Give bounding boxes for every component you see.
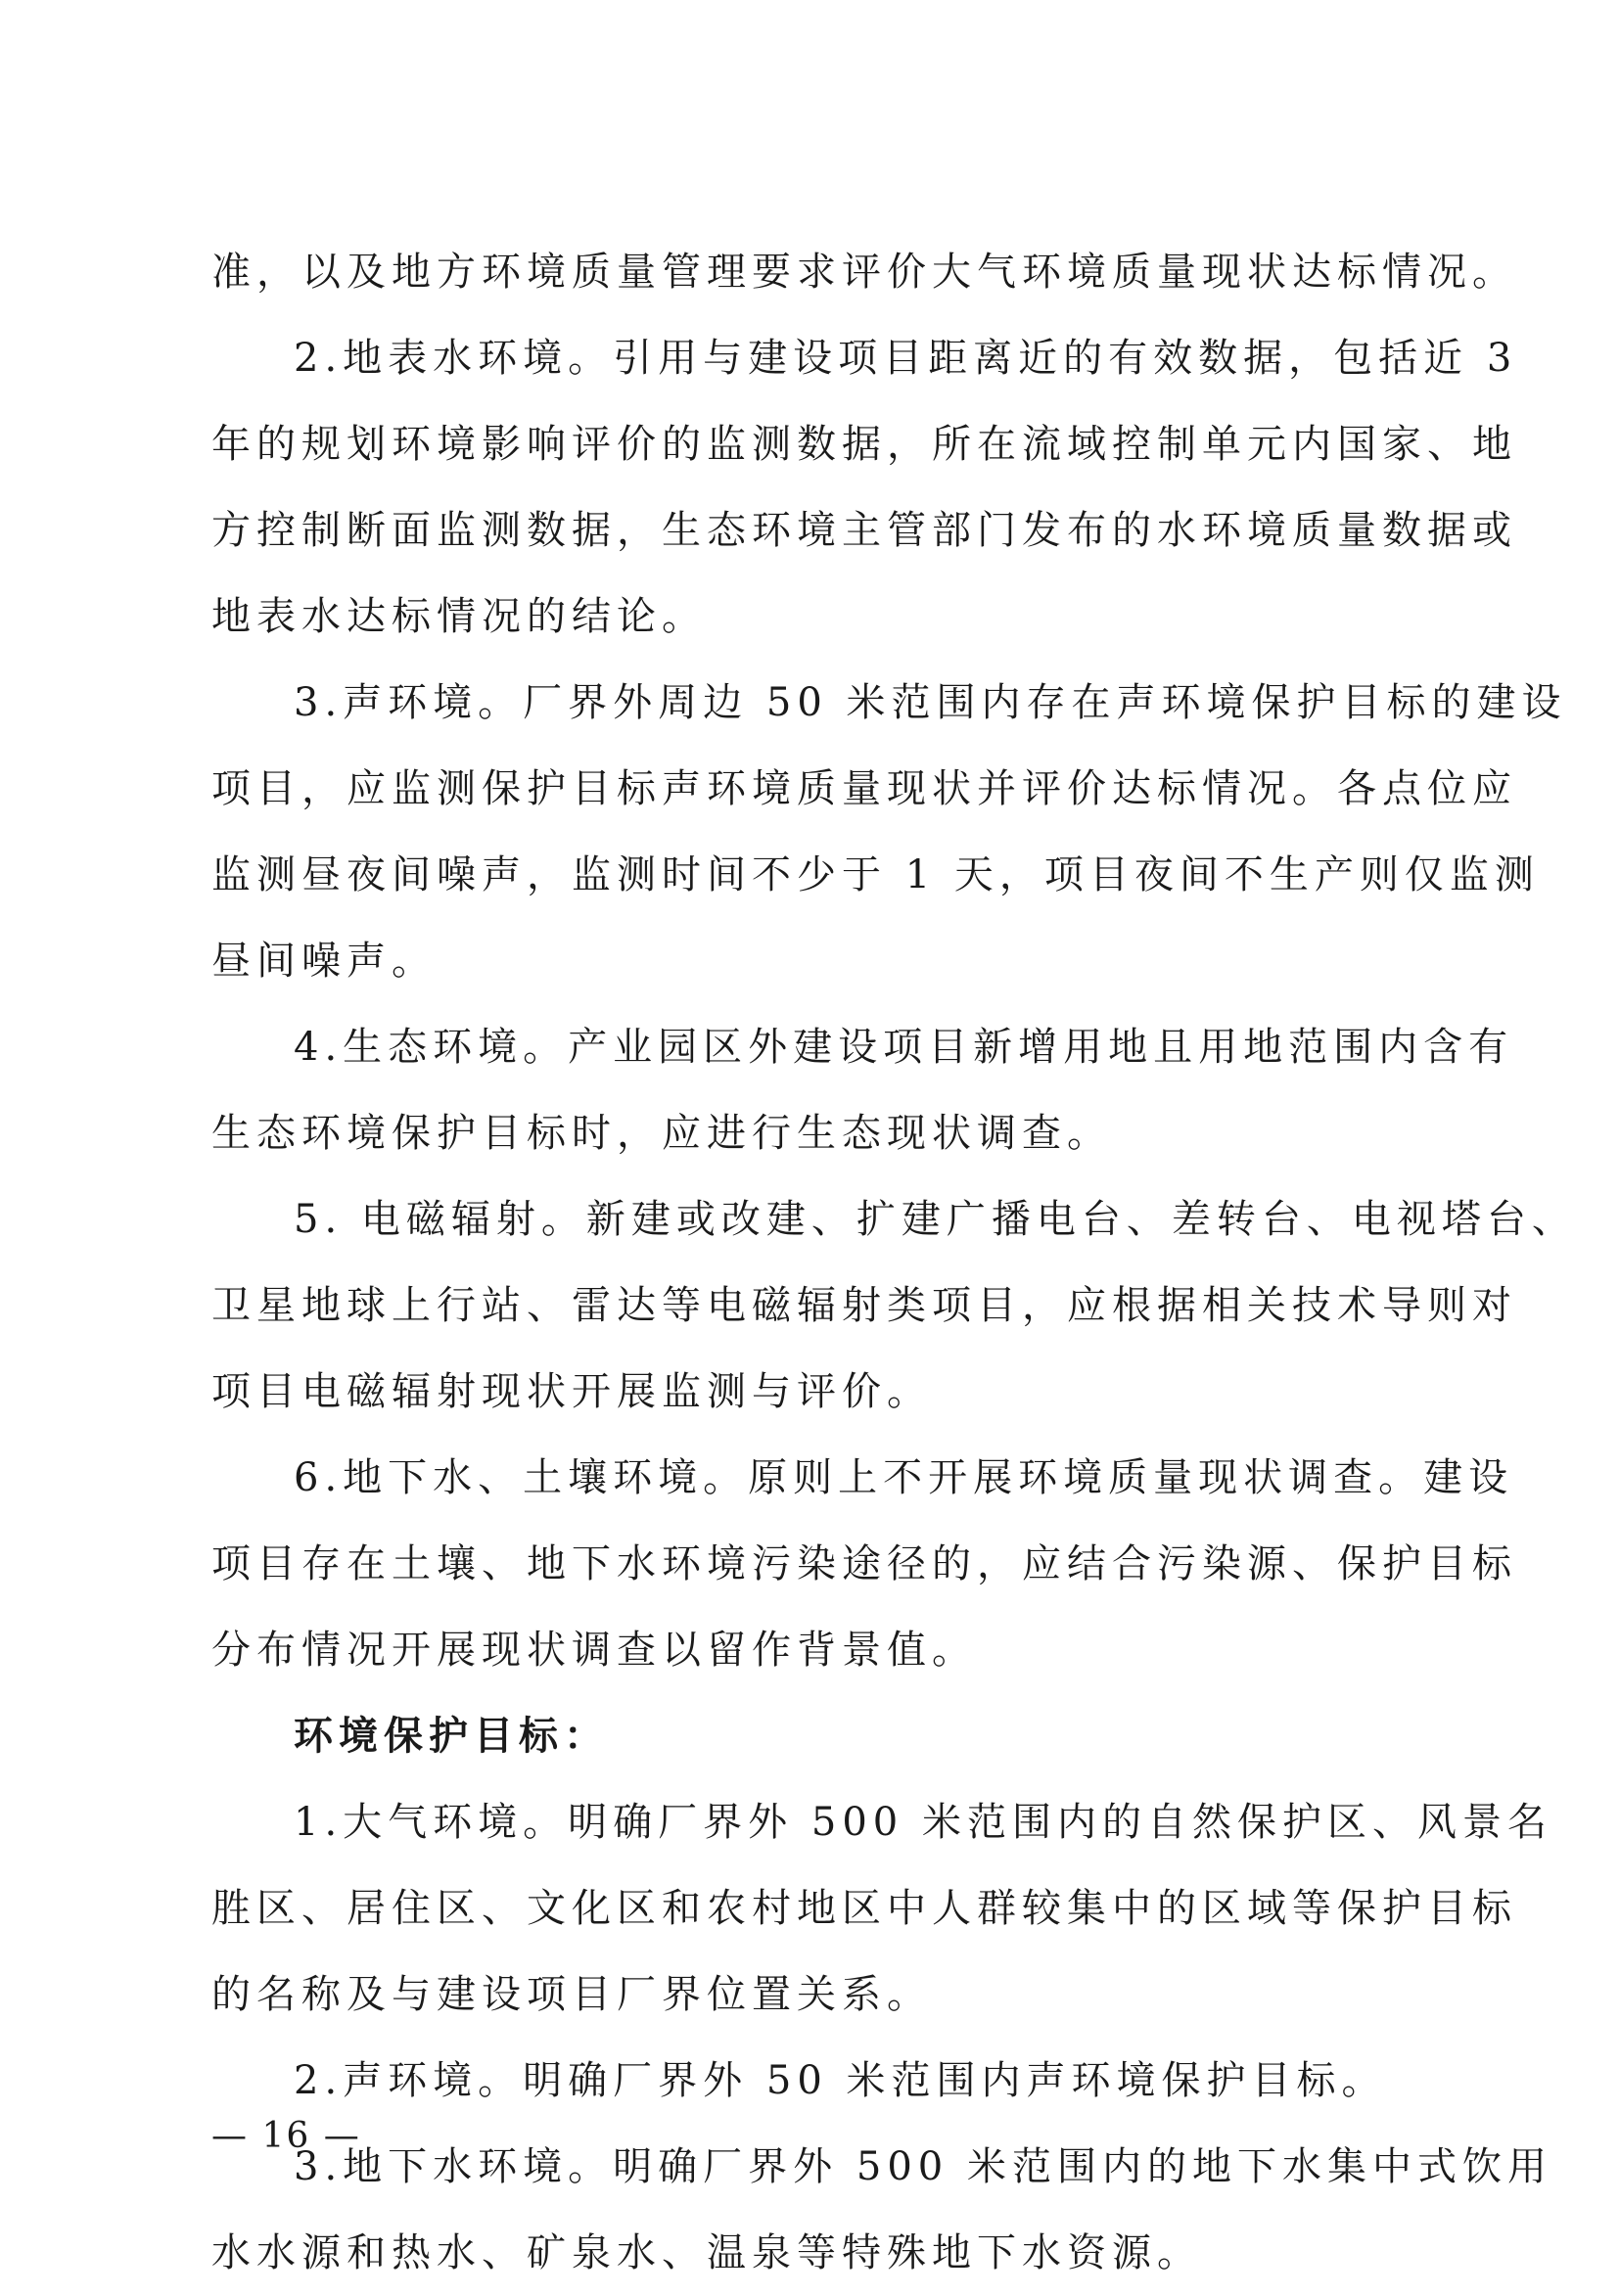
body-text: [211, 229, 1577, 2296]
paragraph-line: 4.生态环境。产业园区外建设项目新增用地且用地范围内含有: [294, 1025, 1514, 1070]
paragraph-line: 昼间噪声。: [211, 939, 437, 984]
paragraph-line: 6.地下水、土壤环境。原则上不开展环境质量现状调查。建设: [294, 1455, 1514, 1500]
paragraph-line: 水水源和热水、矿泉水、温泉等特殊地下水资源。: [211, 2230, 1202, 2275]
paragraph-line: 监测昼夜间噪声，监测时间不少于 1 天，项目夜间不生产则仅监测: [211, 852, 1540, 897]
section-heading: 环境保护目标：: [294, 1714, 609, 1759]
paragraph-line: 项目电磁辐射现状开展监测与评价。: [211, 1369, 932, 1414]
paragraph-line: 2.地表水环境。引用与建设项目距离近的有效数据，包括近 3: [294, 336, 1518, 381]
paragraph-line: 3.声环境。厂界外周边 50 米范围内存在声环境保护目标的建设: [294, 680, 1567, 725]
paragraph-line: 卫星地球上行站、雷达等电磁辐射类项目，应根据相关技术导则对: [211, 1283, 1517, 1328]
paragraph-line: 方控制断面监测数据，生态环境主管部门发布的水环境质量数据或: [211, 508, 1517, 553]
page-number: — 16 —: [211, 2116, 361, 2156]
paragraph-line: 年的规划环境影响评价的监测数据，所在流域控制单元内国家、地: [211, 422, 1517, 467]
paragraph-line: 1.大气环境。明确厂界外 500 米范围内的自然保护区、风景名: [294, 1800, 1552, 1845]
paragraph-line: 5. 电磁辐射。新建或改建、扩建广播电台、差转台、电视塔台、: [294, 1197, 1577, 1242]
paragraph-line: 3.地下水环境。明确厂界外 500 米范围内的地下水集中式饮用: [294, 2144, 1552, 2189]
paragraph-line: 项目存在土壤、地下水环境污染途径的，应结合污染源、保护目标: [211, 1541, 1517, 1586]
paragraph-line: 地表水达标情况的结论。: [211, 594, 707, 639]
paragraph-line: 生态环境保护目标时，应进行生态现状调查。: [211, 1111, 1112, 1156]
paragraph-line: 分布情况开展现状调查以留作背景值。: [211, 1628, 977, 1673]
paragraph-line: 项目，应监测保护目标声环境质量现状并评价达标情况。各点位应: [211, 766, 1517, 811]
paragraph-line: 的名称及与建设项目厂界位置关系。: [211, 1972, 932, 2017]
paragraph-line: 2.声环境。明确厂界外 50 米范围内声环境保护目标。: [294, 2058, 1387, 2103]
paragraph-line: 胜区、居住区、文化区和农村地区中人群较集中的区域等保护目标: [211, 1886, 1517, 1931]
paragraph-line: 准，以及地方环境质量管理要求评价大气环境质量现状达标情况。: [211, 250, 1517, 295]
